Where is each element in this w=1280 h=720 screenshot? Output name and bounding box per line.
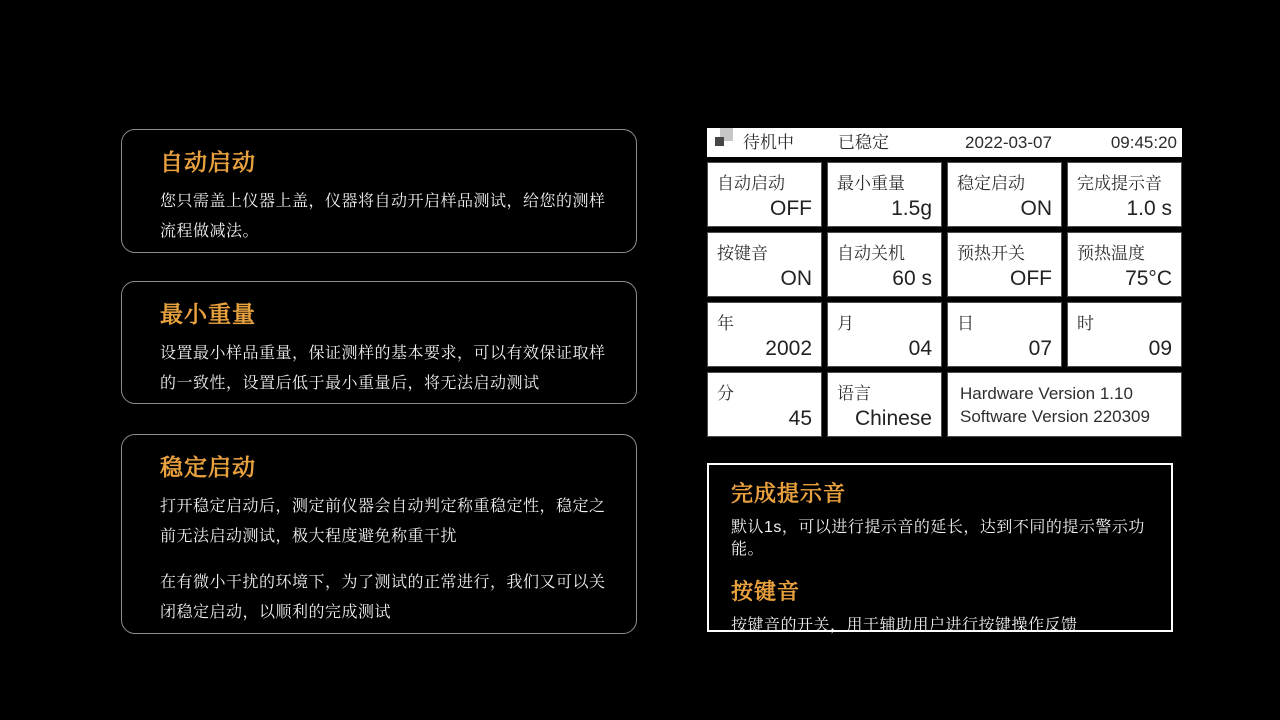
status-stability: 已稳定 (838, 133, 889, 152)
cell-value: OFF (770, 197, 812, 220)
standby-icon (715, 128, 733, 146)
cell-label: 预热开关 (957, 244, 1025, 263)
setting-cell-min-weight[interactable] (827, 162, 942, 227)
feature-card-text: 打开稳定启动后，测定前仪器会自动判定称重稳定性，稳定之前无法启动测试，极大程度避免称重干扰 (160, 498, 606, 545)
feature-card-text: 您只需盖上仪器上盖，仪器将自动开启样品测试，给您的测样流程做减法。 (160, 193, 606, 240)
standby-icon-dark-square (715, 137, 724, 146)
feature-card-stable-start (121, 434, 637, 634)
cell-label: 年 (717, 314, 734, 333)
feature-card-title: 最小重量 (160, 301, 256, 327)
setting-cell-key-sound[interactable] (707, 232, 822, 297)
status-bar (707, 128, 1182, 157)
setting-cell-preheat-switch[interactable] (947, 232, 1062, 297)
cell-label: 预热温度 (1077, 244, 1145, 263)
setting-cell-preheat-temp[interactable] (1067, 232, 1182, 297)
status-mode: 待机中 (743, 133, 794, 152)
cell-value: 45 (788, 407, 812, 430)
setting-cell-language[interactable] (827, 372, 942, 437)
setting-cell-finish-beep[interactable] (1067, 162, 1182, 227)
setting-cell-auto-start[interactable] (707, 162, 822, 227)
cell-label: 最小重量 (837, 174, 905, 193)
cell-value: 2002 (765, 337, 812, 360)
setting-cell-day[interactable] (947, 302, 1062, 367)
cell-value: 60 s (892, 267, 932, 290)
setting-cell-minute[interactable] (707, 372, 822, 437)
setting-cell-hour[interactable] (1067, 302, 1182, 367)
cell-label: 分 (717, 384, 734, 403)
cell-value: 07 (1028, 337, 1052, 360)
feature-card-text: 设置最小样品重量，保证测样的基本要求，可以有效保证取样的一致性，设置后低于最小重量后，将无法启动测试 (160, 345, 606, 392)
device-screen (707, 128, 1182, 437)
setting-cell-auto-shutdown[interactable] (827, 232, 942, 297)
note-title-finish-beep: 完成提示音 (731, 481, 847, 506)
status-date: 2022-03-07 (965, 133, 1052, 152)
cell-label: 自动启动 (717, 174, 785, 193)
cell-label: 自动关机 (837, 244, 905, 263)
notes-panel (707, 463, 1173, 632)
note-text-finish-beep: 默认1s，可以进行提示音的延长，达到不同的提示警示功能。 (731, 519, 1145, 558)
cell-value: ON (1020, 197, 1052, 220)
feature-card-title: 自动启动 (160, 149, 256, 175)
cell-label: 语言 (837, 384, 871, 403)
feature-card-min-weight (121, 281, 637, 404)
note-text-key-sound: 按键音的开关，用于辅助用户进行按键操作反馈 (731, 617, 1078, 634)
setting-cell-stable-start[interactable] (947, 162, 1062, 227)
software-version: Software Version 220309 (960, 406, 1150, 426)
cell-label: 时 (1077, 314, 1094, 333)
settings-grid (707, 162, 1182, 437)
cell-label: 稳定启动 (957, 174, 1025, 193)
cell-value: 1.5g (891, 197, 932, 220)
setting-cell-year[interactable] (707, 302, 822, 367)
cell-value: Chinese (854, 407, 932, 430)
cell-label: 月 (837, 314, 854, 333)
feature-card-text: 在有微小干扰的环境下，为了测试的正常进行，我们又可以关闭稳定启动，以顺利的完成测试 (160, 574, 606, 621)
cell-value: 1.0 s (1126, 197, 1172, 220)
cell-value: 75°C (1125, 267, 1172, 290)
cell-label: 完成提示音 (1077, 174, 1162, 193)
setting-cell-month[interactable] (827, 302, 942, 367)
cell-label: 日 (957, 314, 974, 333)
cell-value: OFF (1010, 267, 1052, 290)
cell-value: 04 (908, 337, 932, 360)
cell-value: 09 (1148, 337, 1172, 360)
cell-value: ON (780, 267, 812, 290)
feature-card-auto-start (121, 129, 637, 253)
hardware-version: Hardware Version 1.10 (960, 383, 1133, 403)
version-cell (947, 372, 1182, 437)
feature-card-title: 稳定启动 (160, 454, 256, 480)
note-title-key-sound: 按键音 (731, 579, 801, 604)
status-time: 09:45:20 (1110, 133, 1177, 152)
cell-label: 按键音 (717, 244, 768, 263)
